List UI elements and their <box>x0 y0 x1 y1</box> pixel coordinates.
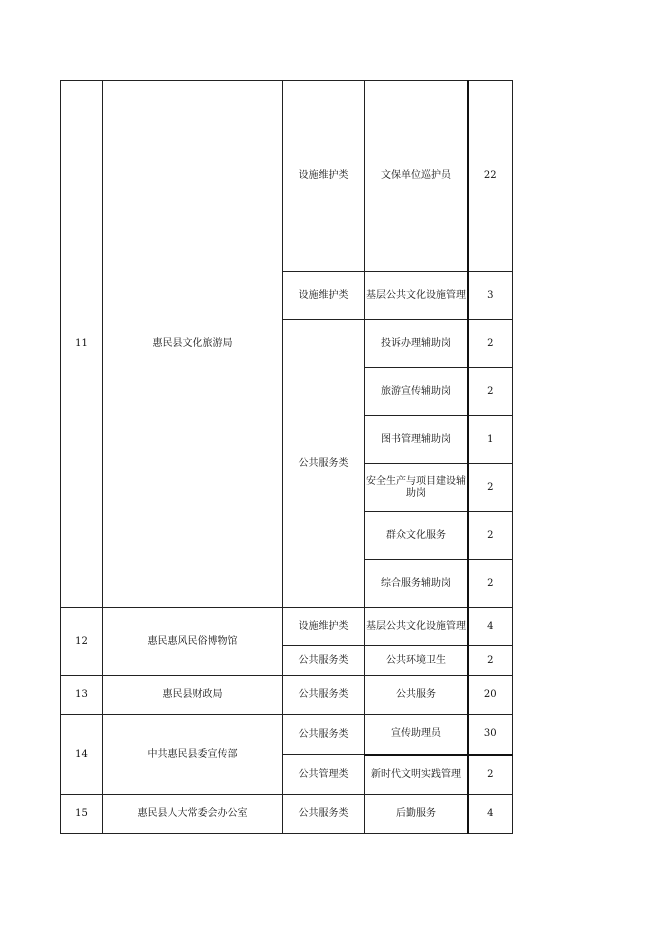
category-cell: 公共服务类 <box>283 646 365 676</box>
position-cell: 新时代文明实践管理 <box>365 755 469 795</box>
count-cell: 3 <box>468 272 512 320</box>
table-row <box>61 715 513 755</box>
position-cell: 后勤服务 <box>365 795 469 834</box>
category-cell: 公共服务类 <box>283 676 365 715</box>
table-row <box>61 676 513 715</box>
unit-name-cell: 惠民惠风民俗博物馆 <box>103 608 283 676</box>
count-cell: 2 <box>468 368 512 416</box>
unit-name-cell: 中共惠民县委宣传部 <box>103 715 283 795</box>
table-row <box>61 81 513 272</box>
count-cell: 22 <box>468 81 512 272</box>
serial-number-cell: 11 <box>61 81 103 608</box>
unit-name-cell: 惠民县人大常委会办公室 <box>103 795 283 834</box>
position-cell: 公共环境卫生 <box>365 646 469 676</box>
serial-number-cell: 13 <box>61 676 103 715</box>
count-cell: 2 <box>468 646 512 676</box>
count-cell: 1 <box>468 416 512 464</box>
position-cell: 投诉办理辅助岗 <box>365 320 469 368</box>
count-cell: 2 <box>468 464 512 512</box>
serial-number-cell: 15 <box>61 795 103 834</box>
count-cell: 2 <box>468 755 512 795</box>
unit-name-cell: 惠民县财政局 <box>103 676 283 715</box>
category-cell: 设施维护类 <box>283 81 365 272</box>
position-cell: 基层公共文化设施管理 <box>365 608 469 646</box>
count-cell: 20 <box>468 676 512 715</box>
position-cell: 基层公共文化设施管理 <box>365 272 469 320</box>
count-cell: 2 <box>468 560 512 608</box>
table-row <box>61 608 513 646</box>
category-cell: 设施维护类 <box>283 608 365 646</box>
position-cell: 综合服务辅助岗 <box>365 560 469 608</box>
position-cell: 图书管理辅助岗 <box>365 416 469 464</box>
category-cell: 公共服务类 <box>283 320 365 608</box>
category-cell: 公共服务类 <box>283 715 365 755</box>
category-cell: 设施维护类 <box>283 272 365 320</box>
category-cell: 公共服务类 <box>283 795 365 834</box>
count-cell: 4 <box>468 608 512 646</box>
unit-name-cell: 惠民县文化旅游局 <box>103 81 283 608</box>
serial-number-cell: 14 <box>61 715 103 795</box>
count-cell: 2 <box>468 512 512 560</box>
position-cell: 群众文化服务 <box>365 512 469 560</box>
count-cell: 4 <box>468 795 512 834</box>
position-cell: 安全生产与项目建设辅助岗 <box>365 464 469 512</box>
position-cell: 公共服务 <box>365 676 469 715</box>
position-cell: 旅游宣传辅助岗 <box>365 368 469 416</box>
position-cell: 宣传助理员 <box>365 715 469 755</box>
category-cell: 公共管理类 <box>283 755 365 795</box>
position-cell: 文保单位巡护员 <box>365 81 469 272</box>
count-cell: 2 <box>468 320 512 368</box>
serial-number-cell: 12 <box>61 608 103 676</box>
positions-table <box>60 80 513 834</box>
table-row <box>61 795 513 834</box>
count-cell: 30 <box>468 715 512 755</box>
